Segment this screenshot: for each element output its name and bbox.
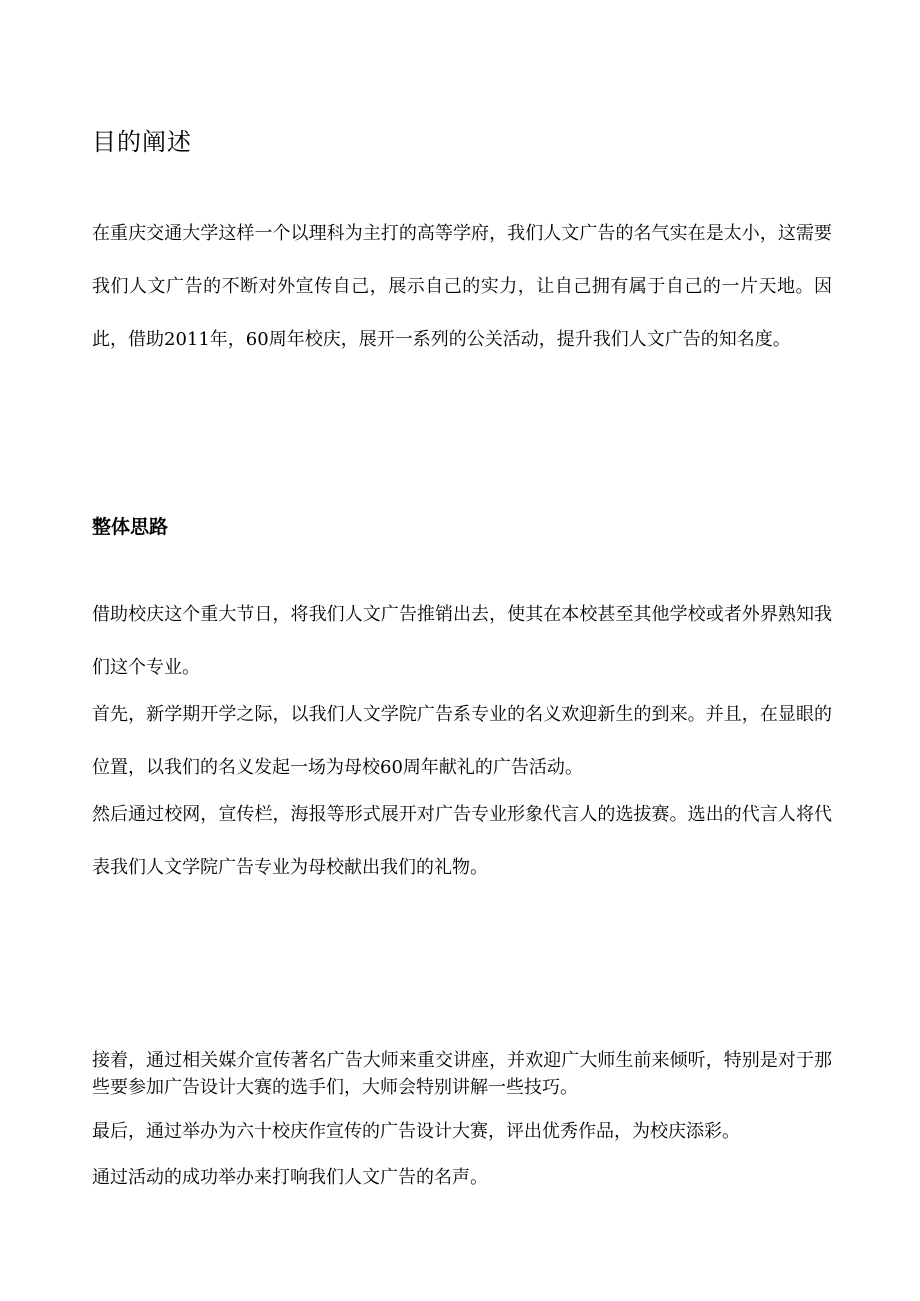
section-heading-purpose: 目的阐述	[92, 128, 192, 156]
section-heading-overall: 整体思路	[92, 516, 169, 538]
purpose-paragraph: 在重庆交通大学这样一个以理科为主打的高等学府，我们人文广告的名气实在是太小，这需要我们人文广告的不断对外宣传自己，展示自己的实力，让自己拥有属于自己的一片天地。因此，借助2011年，60周年校庆，展开一系列的公关活动，提升我们人文广告的知名度。	[92, 223, 832, 350]
overall-paragraph-5: 最后，通过举办为六十校庆作宣传的广告设计大赛，评出优秀作品，为校庆添彩。	[92, 1121, 740, 1142]
overall-paragraph-4: 接着，通过相关媒介宣传著名广告大师来重交讲座，并欢迎广大师生前来倾听，特别是对于那些要参加广告设计大赛的选手们，大师会特别讲解一些技巧。	[92, 1050, 832, 1098]
overall-paragraph-3: 然后通过校网，宣传栏，海报等形式展开对广告专业形象代言人的选拔赛。选出的代言人将代表我们人文学院广告专业为母校献出我们的礼物。	[92, 804, 832, 878]
overall-paragraph-2: 首先，新学期开学之际，以我们人文学院广告系专业的名义欢迎新生的到来。并且，在显眼的位置，以我们的名义发起一场为母校60周年献礼的广告活动。	[92, 704, 832, 778]
overall-paragraph-6: 通过活动的成功举办来打响我们人文广告的名声。	[92, 1167, 488, 1188]
overall-paragraph-1: 借助校庆这个重大节日，将我们人文广告推销出去，使其在本校甚至其他学校或者外界熟知我们这个专业。	[92, 604, 832, 678]
